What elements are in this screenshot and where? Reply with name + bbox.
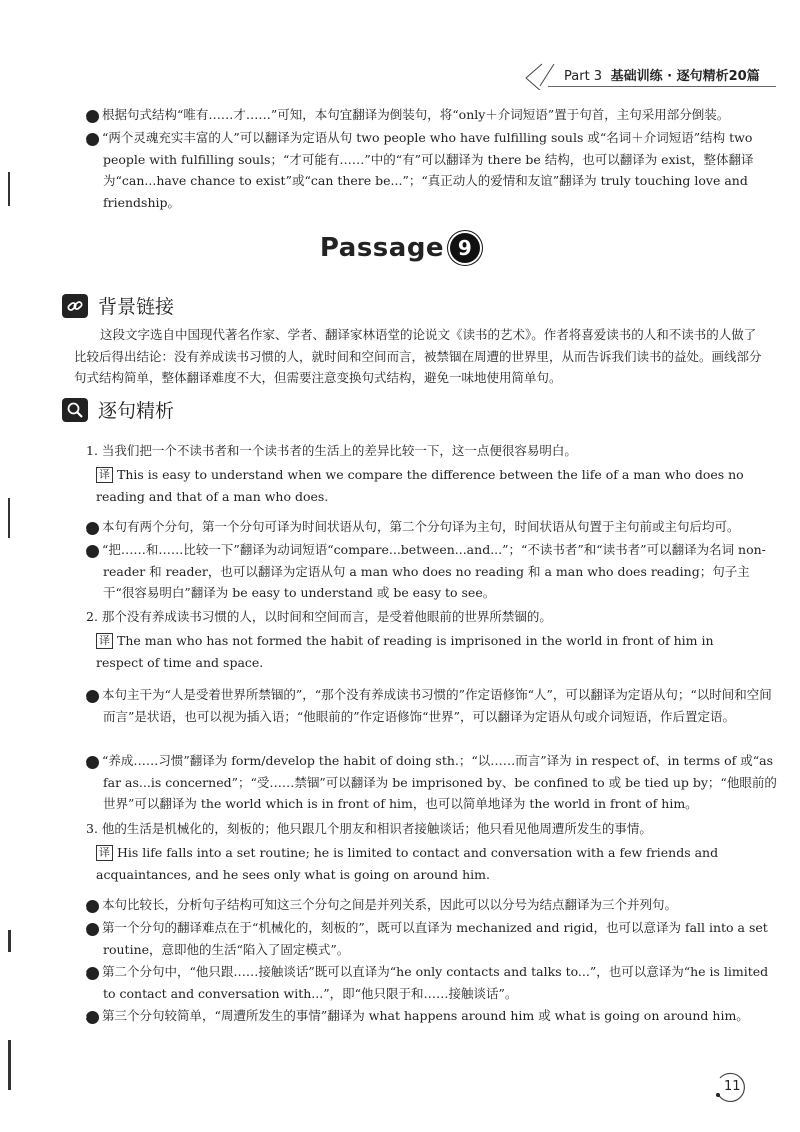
- translation-text: This is easy to understand when we compare the difference between the life of a man who does no reading and that of a man who does.: [96, 467, 744, 504]
- passage-title: [0, 226, 800, 271]
- passage-label: Passage: [319, 233, 445, 263]
- running-header: [512, 62, 772, 88]
- note-number: 4: [86, 1011, 99, 1024]
- translation-marker: 译: [96, 467, 113, 483]
- note-text: 根据句式结构“唯有……才……”可知，本句宜翻译为倒装句，将“only＋介词短语”置于句首，主句采用部分倒装。: [102, 107, 730, 122]
- background-text: 这段文字选自中国现代著名作家、学者、翻译家林语堂的论说文《读书的艺术》。作者将喜爱读书的人和不读书的人做了比较后得出结论：没有养成读书习惯的人，就时间和空间而言，被禁锢在周遭的世界里，从而告诉我们读书的益处。画线部分句式结构简单，整体翻译难度不大，但需要注意变换句式结构，避免一味地使用简单句。: [74, 327, 762, 385]
- note-text: “两个灵魂充实丰富的人”可以翻译为定语从句 two people who have fulfilling souls 或“名词＋介词短语”结构 two people with fulfilling souls；“才可能有……”中的“有”可以翻译为 there be 结构，也可以翻译为 exist，整体翻译为“can...have chance to exist”或“can there be...”；“真正动人的爱情和友谊”翻译为 truly touching love and friendship。: [102, 130, 754, 210]
- s3-note-4: [80, 1005, 779, 1027]
- page-number: [712, 1072, 748, 1102]
- page-number-text: 11: [724, 1079, 741, 1094]
- s2-note-1: [80, 684, 779, 727]
- magnifier-icon: [62, 398, 88, 422]
- note-text: “把……和……比较一下”翻译为动词短语“compare...between...and...”；“不读书者”和“读书者”可以翻译为名词 non-reader 和 reader，也可以翻译为定语从句 a man who does no reading 和 a man who does reading；句子主干“很容易明白”翻译为 be easy to understand 或 be easy to see。: [102, 542, 766, 600]
- s3-note-3: [80, 961, 779, 1004]
- note-text: 第二个分句中，“他只跟……接触谈话”既可以直译为“he only contacts and talks to...”，也可以意译为“he is limited to contact and conversation with...”，即“他只限于和……接触谈话”。: [102, 964, 769, 1001]
- note-number: 1: [86, 110, 99, 123]
- note-number: 2: [86, 923, 99, 936]
- note-text: 本句主干为“人是受着世界所禁锢的”，“那个没有养成读书习惯的”作定语修饰“人”，可以翻译为定语从句；“以时间和空间而言”是状语，也可以视为插入语；“他眼前的”作定语修饰“世界”，可以翻译为定语从句或介词短语，作后置定语。: [102, 687, 772, 724]
- translation-text: His life falls into a set routine; he is limited to contact and conversation with a few friends and acquaintances, and he sees only what is going on around him.: [96, 845, 719, 882]
- background-heading-text: 背景链接: [98, 296, 175, 318]
- sentence-3: 3. 他的生活是机械化的，刻板的；他只跟几个朋友和相识者接触谈话；他只看见他周遭所发生的事情。: [86, 821, 652, 836]
- note-text: “养成……习惯”翻译为 form/develop the habit of doing sth.；“以……而言”译为 in respect of、in terms of 或“as far as...is concerned”；“受……禁锢”可以翻译为 be imprisoned by、be confined to 或 be tied up by；“他眼前的世界”可以翻译为 the world which is in front of him，也可以简单地译为 the world in front of him。: [102, 753, 777, 811]
- sentence-2: 2. 那个没有养成读书习惯的人，以时间和空间而言，是受着他眼前的世界所禁锢的。: [86, 609, 552, 624]
- s3-note-2: [80, 917, 779, 960]
- link-icon: [62, 294, 88, 318]
- margin-mark: [8, 930, 11, 952]
- translation-marker: 译: [96, 633, 113, 649]
- header-text: [564, 66, 760, 88]
- s1-note-1: [80, 516, 779, 538]
- margin-mark: [8, 1040, 11, 1090]
- note-number: 1: [86, 900, 99, 913]
- s1-note-2: [80, 539, 779, 604]
- sentence-1: 1. 当我们把一个不读书者和一个读书者的生活上的差异比较一下，这一点便很容易明白。: [86, 443, 577, 458]
- s2-note-2: [80, 750, 779, 815]
- header-rule: [548, 86, 776, 87]
- margin-mark: [8, 172, 10, 206]
- margin-mark: [8, 498, 10, 538]
- passage-number: 9: [450, 233, 480, 263]
- header-part: Part 3: [564, 69, 603, 84]
- translation-2: [96, 630, 764, 673]
- note-number: 2: [86, 756, 99, 769]
- note-text: 本句有两个分句，第一个分句可译为时间状语从句，第二个分句译为主句，时间状语从句置于主句前或主句后均可。: [102, 519, 740, 534]
- note-number: 1: [86, 522, 99, 535]
- translation-3: [96, 842, 764, 885]
- s3-note-1: [80, 894, 779, 916]
- note-number: 2: [86, 133, 99, 146]
- analysis-heading-text: 逐句精析: [98, 400, 175, 422]
- note-number: 1: [86, 690, 99, 703]
- prev-note-2: [80, 127, 779, 213]
- note-number: 2: [86, 545, 99, 558]
- prev-note-1: [80, 104, 779, 126]
- translation-marker: 译: [96, 845, 113, 861]
- note-text: 第一个分句的翻译难点在于“机械化的，刻板的”，既可以直译为 mechanized and rigid，也可以意译为 fall into a set routine，意即他的生活“陷入了固定模式”。: [102, 920, 768, 957]
- note-number: 3: [86, 967, 99, 980]
- translation-text: The man who has not formed the habit of reading is imprisoned in the world in front of him in respect of time and space.: [96, 633, 714, 670]
- header-title: 基础训练 · 逐句精析20篇: [610, 69, 760, 84]
- note-text: 本句比较长，分析句子结构可知这三个分句之间是并列关系，因此可以以分号为结点翻译为三个并列句。: [102, 897, 678, 912]
- note-text: 第三个分句较简单，“周遭所发生的事情”翻译为 what happens around him 或 what is going on around him。: [102, 1008, 749, 1023]
- translation-1: [96, 464, 764, 507]
